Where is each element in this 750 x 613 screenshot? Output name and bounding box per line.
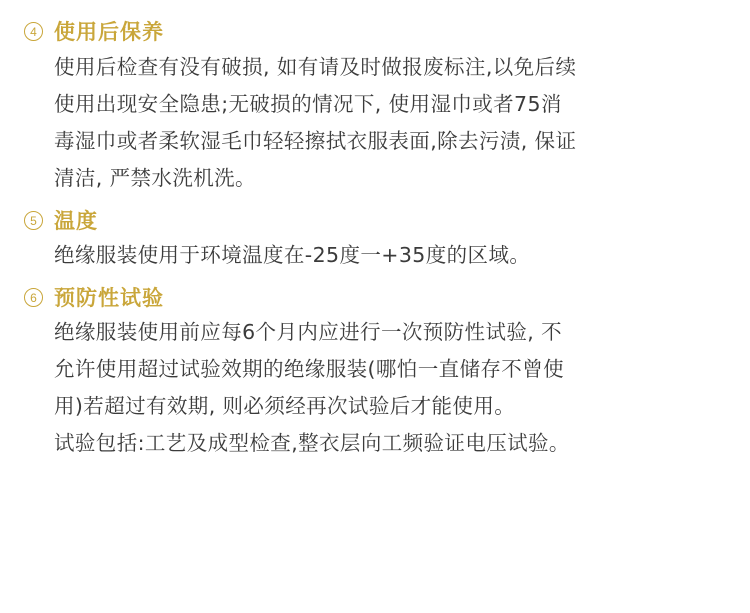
section-title: 温度 xyxy=(54,209,98,233)
body-line: 使用出现安全隐患;无破损的情况下, 使用湿巾或者75消 xyxy=(54,92,562,116)
section-body xyxy=(54,237,722,274)
body-line: 用)若超过有效期, 则必须经再次试验后才能使用。 xyxy=(54,394,516,418)
body-line: 允许使用超过试验效期的绝缘服装(哪怕一直储存不曾使 xyxy=(54,357,564,381)
section-header xyxy=(24,280,722,314)
body-line: 毒湿巾或者柔软湿毛巾轻轻擦拭衣服表面,除去污渍, 保证 xyxy=(54,129,577,153)
section-maintenance-after-use xyxy=(24,14,722,197)
body-line: 使用后检查有没有破损, 如有请及时做报废标注,以免后续 xyxy=(54,55,577,79)
body-line: 绝缘服装使用于环境温度在-25度一+35度的区域。 xyxy=(54,243,531,267)
section-number-badge: 4 xyxy=(24,22,43,41)
section-temperature xyxy=(24,203,722,274)
section-title: 使用后保养 xyxy=(54,20,164,44)
body-line: 试验包括:工艺及成型检查,整衣层向工频验证电压试验。 xyxy=(54,431,570,455)
section-header xyxy=(24,14,722,48)
section-body xyxy=(54,49,722,197)
section-number-badge: 5 xyxy=(24,211,43,230)
section-preventive-test xyxy=(24,280,722,462)
section-title: 预防性试验 xyxy=(54,286,164,310)
section-header xyxy=(24,203,722,237)
section-body xyxy=(54,314,722,462)
body-line: 清洁, 严禁水洗机洗。 xyxy=(54,166,256,190)
body-line: 绝缘服装使用前应每6个月内应进行一次预防性试验, 不 xyxy=(54,320,562,344)
section-number-badge: 6 xyxy=(24,288,43,307)
